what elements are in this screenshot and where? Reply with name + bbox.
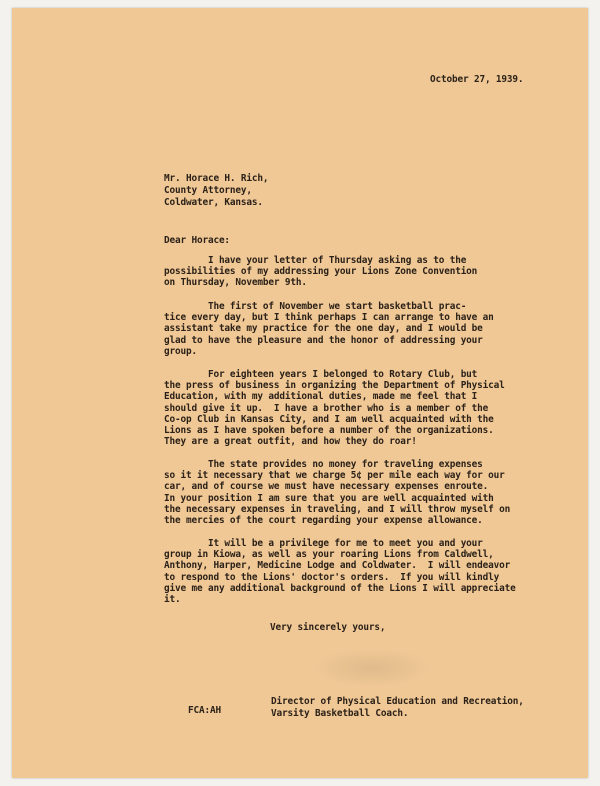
paragraph-line: tice every day, but I think perhaps I can arrange to have an [164, 312, 494, 324]
salutation: Dear Horace: [164, 235, 230, 246]
typist-initials: FCA:AH [188, 705, 221, 716]
paragraph-line: possibilities of my addressing your Lions Zone Convention [164, 266, 478, 278]
paragraph-line: In your position I am sure that you are well acquainted with [164, 492, 494, 504]
paragraph-line: I have your letter of Thursday asking as to the [164, 255, 467, 266]
paragraph-5 [164, 538, 534, 605]
signature-title-line-1: Director of Physical Education and Recreation, [271, 696, 524, 707]
paragraph-line: should give it up. I have a brother who is a member of the [164, 402, 489, 414]
closing: Very sincerely yours, [270, 622, 386, 633]
paragraph-line: car, and of course we must have necessary expenses enroute. [164, 481, 489, 493]
paragraph-line: so it it necessary that we charge 5¢ per mile each way for our [164, 470, 505, 482]
paragraph-1 [164, 255, 534, 289]
paragraph-line: Anthony, Harper, Medicine Lodge and Coldwater. I will endeavor [164, 560, 511, 572]
paragraph-line: the necessary expenses in traveling, and I will throw myself on [164, 503, 511, 515]
paragraph-line: group. [164, 345, 197, 357]
letter-date: October 27, 1939. [430, 74, 524, 85]
paragraph-line: the mercies of the court regarding your expense allowance. [164, 515, 483, 527]
paragraph-line: to respond to the Lions' doctor's orders. If you will kindly [164, 571, 500, 583]
paragraph-line: Co-op Club in Kansas City, and I am well acquainted with the [164, 413, 494, 425]
paragraph-line: the press of business in organizing the Department of Physical [164, 380, 505, 392]
paragraph-line: group in Kiowa, as well as your roaring Lions from Caldwell, [164, 549, 494, 561]
paragraph-2 [164, 301, 534, 357]
paragraph-line: The state provides no money for traveling expenses [164, 459, 483, 470]
recipient-name: Mr. Horace H. Rich, [164, 173, 269, 184]
paragraph-line: give me any additional background of the Lions I will appreciate [164, 582, 516, 594]
paragraph-line: it. [164, 594, 181, 606]
recipient-city: Coldwater, Kansas. [164, 197, 263, 208]
paragraph-line: It will be a privilege for me to meet you and your [164, 538, 483, 549]
paragraph-line: Education, with my additional duties, made me feel that I [164, 391, 478, 403]
paragraph-line: For eighteen years I belonged to Rotary Club, but [164, 369, 478, 380]
paragraph-line: The first of November we start basketball prac- [164, 301, 467, 312]
paragraph-3 [164, 369, 534, 447]
ink-smudge [312, 648, 432, 688]
paragraph-line: Lions as I have spoken before a number of the organizations. [164, 425, 494, 437]
signature-title-line-2: Varsity Basketball Coach. [271, 708, 409, 719]
paragraph-line: assistant take my practice for the one day, and I would be [164, 323, 483, 335]
letter-body [12, 8, 588, 778]
paragraph-line: on Thursday, November 9th. [164, 277, 307, 289]
letter-page [12, 8, 588, 778]
recipient-title: County Attorney, [164, 185, 252, 196]
paragraph-line: glad to have the pleasure and the honor of addressing your [164, 334, 483, 346]
paragraph-4 [164, 459, 534, 526]
paragraph-line: They are a great outfit, and how they do roar! [164, 436, 417, 448]
